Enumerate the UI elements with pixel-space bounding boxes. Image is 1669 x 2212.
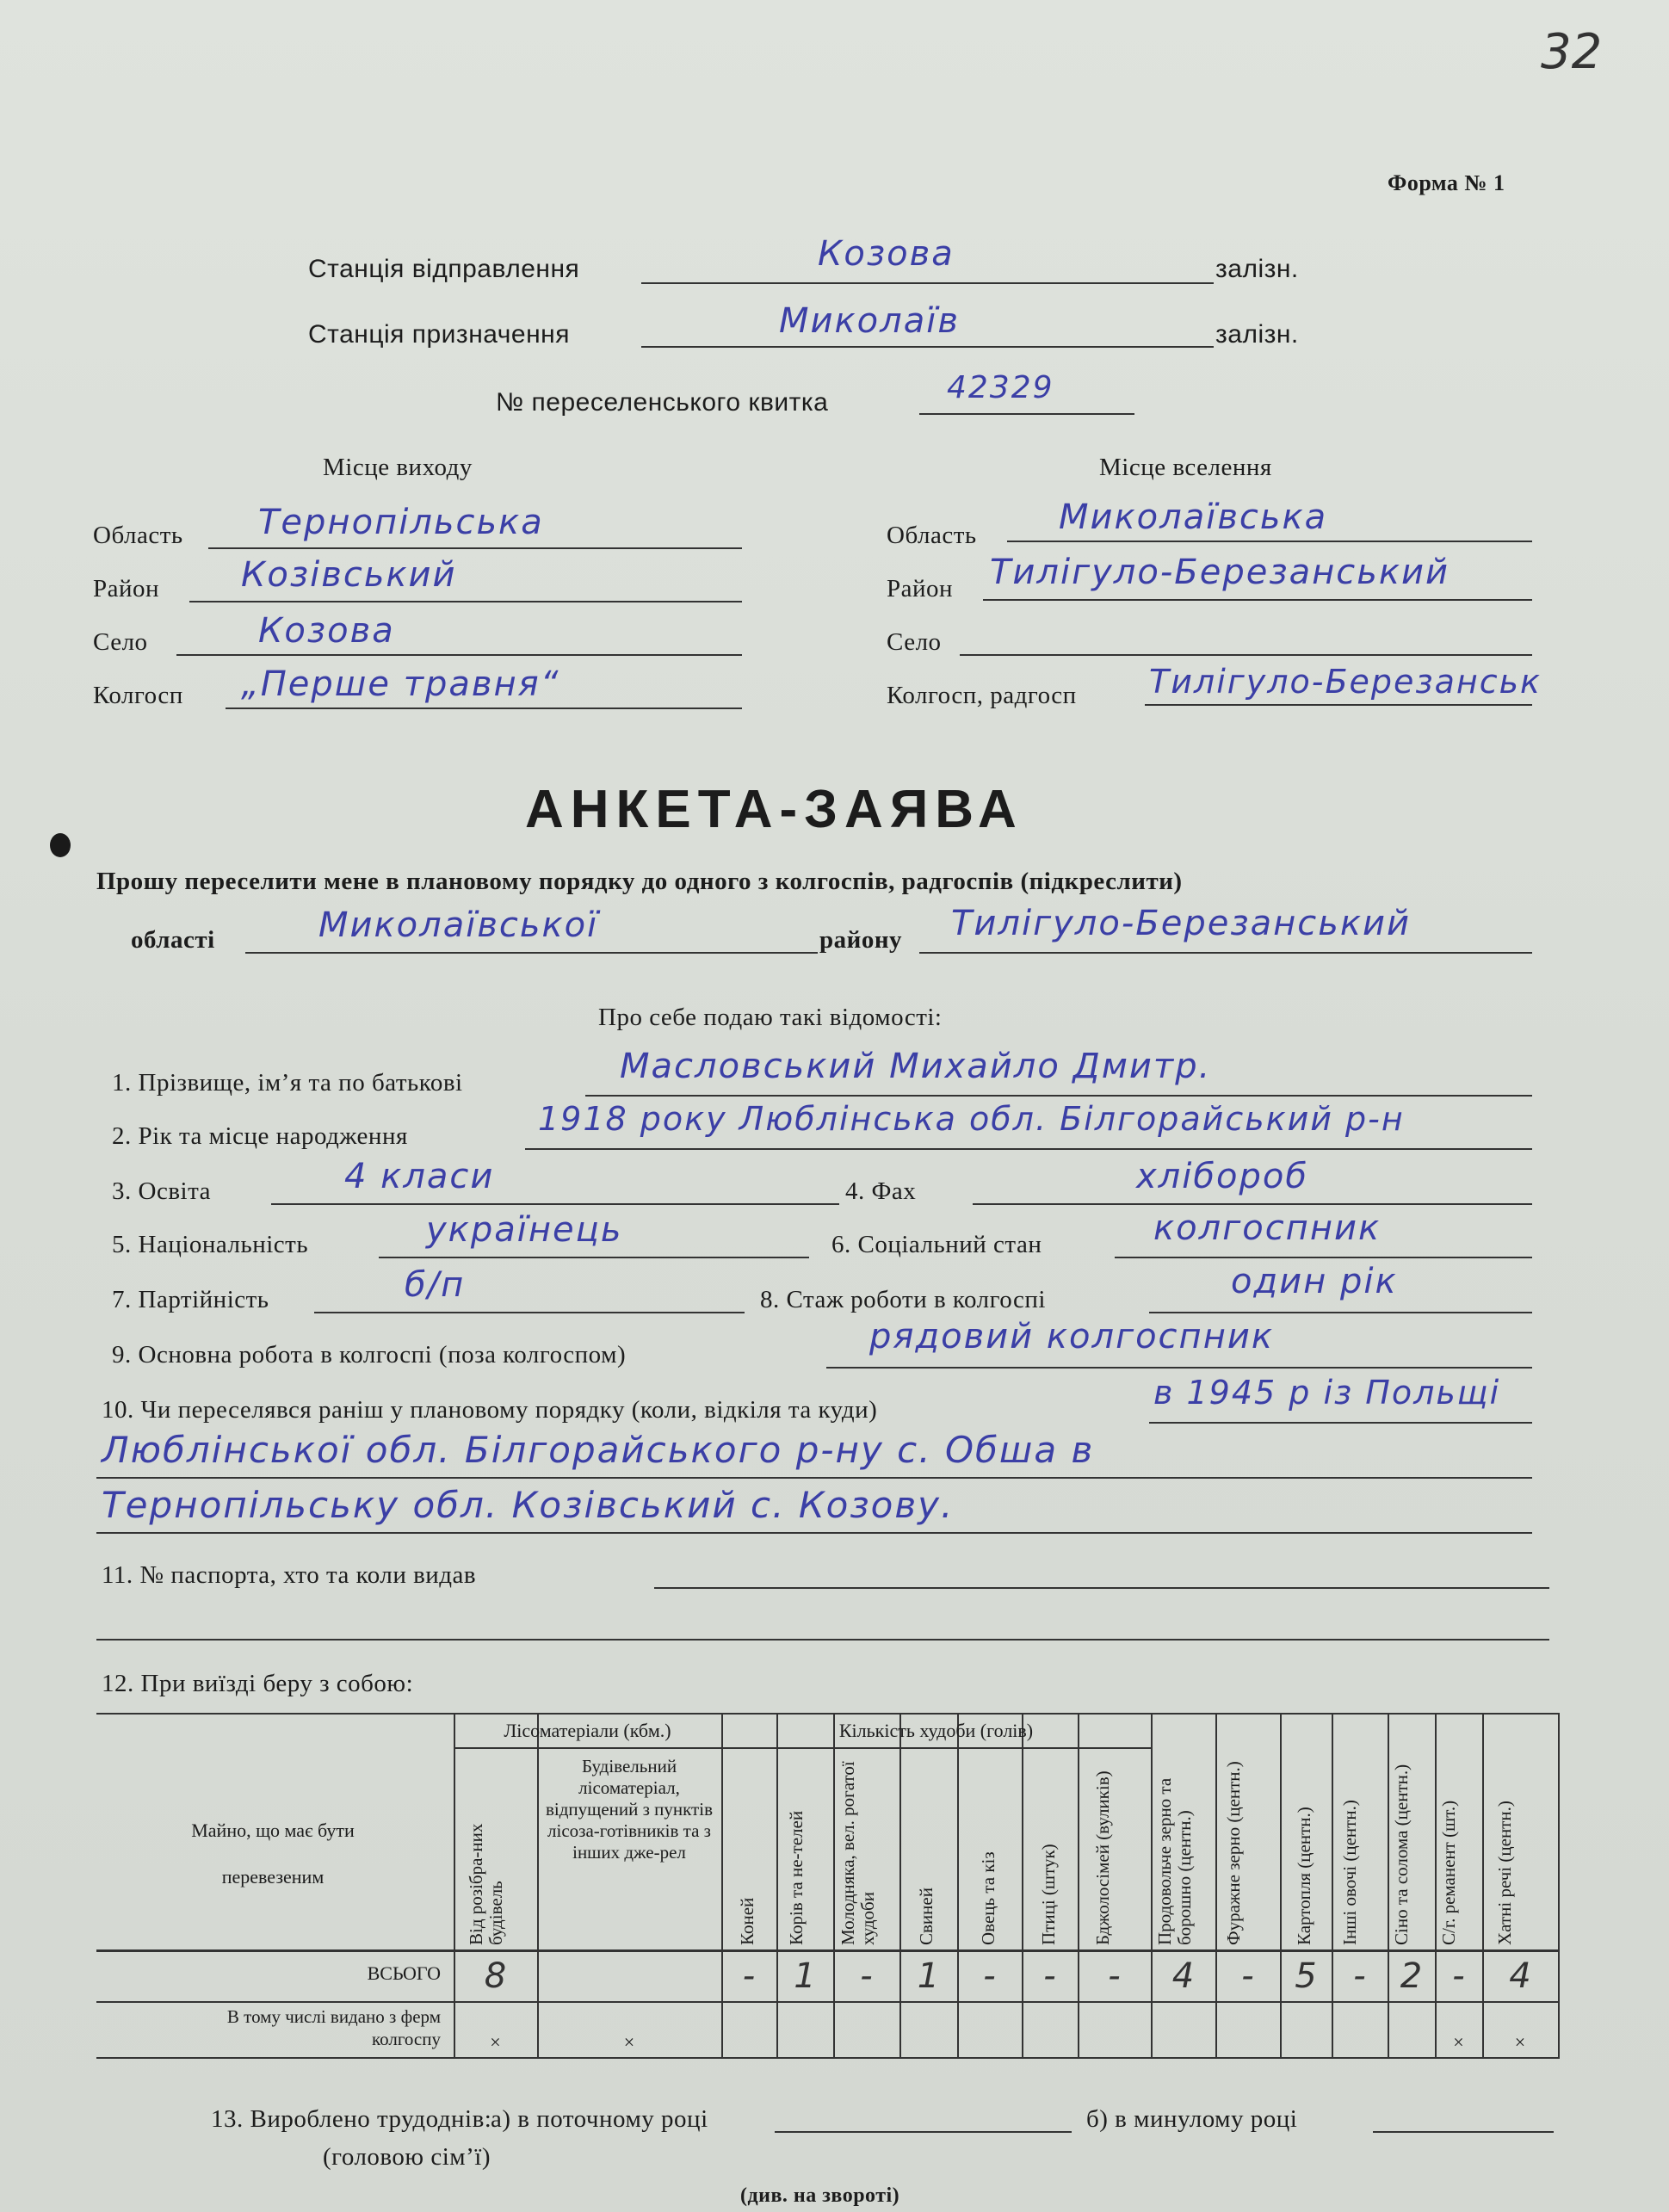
- cargo-table: [96, 1713, 1560, 2057]
- origin-heading: Місце виходу: [323, 454, 473, 481]
- field-11-label: 11. № паспорта, хто та коли видав: [102, 1561, 477, 1589]
- intro-text: Про себе подаю такі відомості:: [598, 1004, 943, 1031]
- settlement-raion-value: Тилігуло-Березанський: [990, 553, 1450, 592]
- destination-suffix: залізн.: [1215, 320, 1299, 349]
- page-number: 32: [1541, 24, 1603, 80]
- request-oblast-value: Миколаївської: [318, 905, 599, 945]
- col-veg: Інші овочі (центн.): [1339, 1800, 1360, 1945]
- header-livestock: Кількість худоби (голів): [838, 1720, 1034, 1741]
- total-value-2: -: [742, 1956, 756, 1996]
- farm-mark-14: ×: [1453, 2031, 1464, 2053]
- col-young: Молодняка, вел. рогатої худоби: [838, 1761, 878, 1945]
- col-building: Будівельний лісоматеріал, відпущений з пунктів лісоза-готівників та з інших дже-рел: [545, 1756, 713, 1863]
- settlement-heading: Місце вселення: [1099, 454, 1272, 481]
- row-total-label: ВСЬОГО: [367, 1962, 441, 1984]
- col-tools: С/г. реманент (шт.): [1438, 1800, 1459, 1945]
- field-10-value-1: в 1945 р із Польщі: [1153, 1374, 1501, 1412]
- field-1-value: Масловський Михайло Дмитр.: [620, 1047, 1212, 1086]
- settlement-selo-label: Село: [887, 628, 942, 656]
- workdays-previous: б) в минулому році: [1086, 2105, 1298, 2133]
- request-line: Прошу переселити мене в плановому порядку до одного з колгоспів, радгоспів (підкреслити): [96, 868, 1183, 895]
- field-3-value: 4 класи: [344, 1157, 495, 1196]
- total-value-14: -: [1452, 1956, 1465, 1996]
- field-2-label: 2. Рік та місце народження: [112, 1122, 408, 1150]
- total-value-9: 4: [1171, 1956, 1195, 1996]
- request-oblast-label: області: [131, 926, 215, 954]
- ticket-label: № переселенського квитка: [496, 388, 829, 417]
- total-value-6: -: [983, 1956, 996, 1996]
- total-value-8: -: [1108, 1956, 1121, 1996]
- col-pigs: Свиней: [916, 1888, 936, 1945]
- field-9-value: рядовий колгоспник: [869, 1317, 1275, 1356]
- col-birds: Птиці (штук): [1038, 1844, 1059, 1945]
- workdays-label: 13. Вироблено трудоднів:: [211, 2105, 492, 2133]
- request-raion-value: Тилігуло-Березанський: [951, 904, 1411, 943]
- document-title: АНКЕТА-ЗАЯВА: [525, 780, 1023, 839]
- field-10-label: 10. Чи переселявся раніш у плановому порядку (коли, відкіля та куди): [102, 1396, 878, 1424]
- origin-oblast-label: Область: [93, 522, 183, 549]
- total-value-10: -: [1241, 1956, 1254, 1996]
- col-fodder: Фуражне зерно (центн.): [1223, 1761, 1244, 1945]
- field-7-label: 7. Партійність: [112, 1286, 269, 1313]
- col-cows: Корів та не-телей: [786, 1810, 807, 1945]
- footer-note: (див. на звороті): [740, 2184, 900, 2207]
- total-value-15: 4: [1509, 1956, 1531, 1996]
- workdays-current: а) в поточному році: [491, 2105, 708, 2133]
- farm-mark-0: ×: [490, 2031, 501, 2053]
- row-farm-label: В тому числі видано з ферм колгоспу: [226, 2006, 441, 2049]
- request-raion-label: району: [819, 926, 903, 954]
- field-8-value: один рік: [1231, 1262, 1398, 1301]
- total-value-7: -: [1043, 1956, 1056, 1996]
- col-horses: Коней: [737, 1897, 757, 1945]
- settlement-kolhosp-label: Колгосп, радгосп: [887, 682, 1077, 709]
- farm-mark-15: ×: [1514, 2031, 1526, 2053]
- total-value-13: 2: [1400, 1956, 1423, 1996]
- origin-kolhosp-label: Колгосп: [93, 682, 183, 709]
- field-7-value: б/п: [405, 1265, 466, 1305]
- field-5-value: українець: [426, 1210, 623, 1250]
- header-timber: Лісоматеріали (кбм.): [504, 1720, 671, 1741]
- punch-hole: [50, 833, 71, 857]
- origin-raion-value: Козівський: [241, 555, 457, 595]
- origin-selo-value: Козова: [258, 611, 395, 651]
- col-potato: Картопля (центн.): [1294, 1807, 1314, 1945]
- origin-raion-label: Район: [93, 575, 160, 602]
- col-dismantled: Від розібра-них будівель: [466, 1823, 506, 1945]
- field-5-label: 5. Національність: [112, 1231, 309, 1258]
- header-property: Майно, що має бути перевезеним: [191, 1820, 355, 1888]
- field-10-value-2: Люблінської обл. Білгорайського р-ну с. Обша в: [102, 1429, 1095, 1471]
- settlement-oblast-label: Область: [887, 522, 977, 549]
- settlement-raion-label: Район: [887, 575, 954, 602]
- field-6-value: колгоспник: [1153, 1208, 1382, 1248]
- total-value-0: 8: [484, 1956, 507, 1996]
- field-2-value: 1918 року Люблінська обл. Білгорайський р-н: [538, 1100, 1405, 1138]
- col-sheep: Овець та кіз: [978, 1851, 998, 1945]
- settlement-oblast-value: Миколаївська: [1059, 497, 1328, 537]
- total-value-5: 1: [917, 1956, 940, 1996]
- col-house: Хатні речі (центн.): [1494, 1801, 1515, 1945]
- field-4-value: хлібороб: [1136, 1157, 1309, 1196]
- total-value-12: -: [1353, 1956, 1366, 1996]
- col-hay: Сіно та солома (центн.): [1391, 1764, 1412, 1945]
- field-3-label: 3. Освіта: [112, 1177, 211, 1205]
- departure-label: Станція відправлення: [308, 255, 580, 283]
- total-value-3: 1: [794, 1956, 816, 1996]
- origin-selo-label: Село: [93, 628, 148, 656]
- workdays-note: (головою сім’ї): [323, 2143, 491, 2171]
- field-6-label: 6. Соціальний стан: [831, 1231, 1042, 1258]
- settlement-kolhosp-value: Тилігуло-Березанськ: [1149, 663, 1542, 701]
- field-10-value-3: Тернопільську обл. Козівський с. Козову.: [102, 1484, 955, 1526]
- origin-oblast-value: Тернопільська: [258, 503, 544, 542]
- form-label: Форма № 1: [1388, 170, 1505, 195]
- total-value-11: 5: [1295, 1956, 1317, 1996]
- field-1-label: 1. Прізвище, ім’я та по батькові: [112, 1069, 463, 1097]
- origin-kolhosp-value: „Перше травня“: [241, 664, 560, 704]
- farm-mark-1: ×: [623, 2031, 635, 2053]
- field-9-label: 9. Основна робота в колгоспі (поза колгоспом): [112, 1341, 627, 1369]
- col-grain: Продовольче зерно та борошно (центн.): [1154, 1777, 1195, 1945]
- total-value-4: -: [860, 1956, 873, 1996]
- destination-value: Миколаїв: [779, 301, 960, 341]
- col-bees: Бджолосімей (вуликів): [1092, 1770, 1113, 1945]
- field-4-label: 4. Фах: [845, 1177, 917, 1205]
- departure-value: Козова: [818, 234, 955, 274]
- destination-label: Станція призначення: [308, 320, 570, 349]
- ticket-value: 42329: [947, 370, 1054, 405]
- field-8-label: 8. Стаж роботи в колгоспі: [760, 1286, 1046, 1313]
- departure-suffix: залізн.: [1215, 255, 1299, 283]
- field-12-label: 12. При виїзді беру з собою:: [102, 1670, 414, 1697]
